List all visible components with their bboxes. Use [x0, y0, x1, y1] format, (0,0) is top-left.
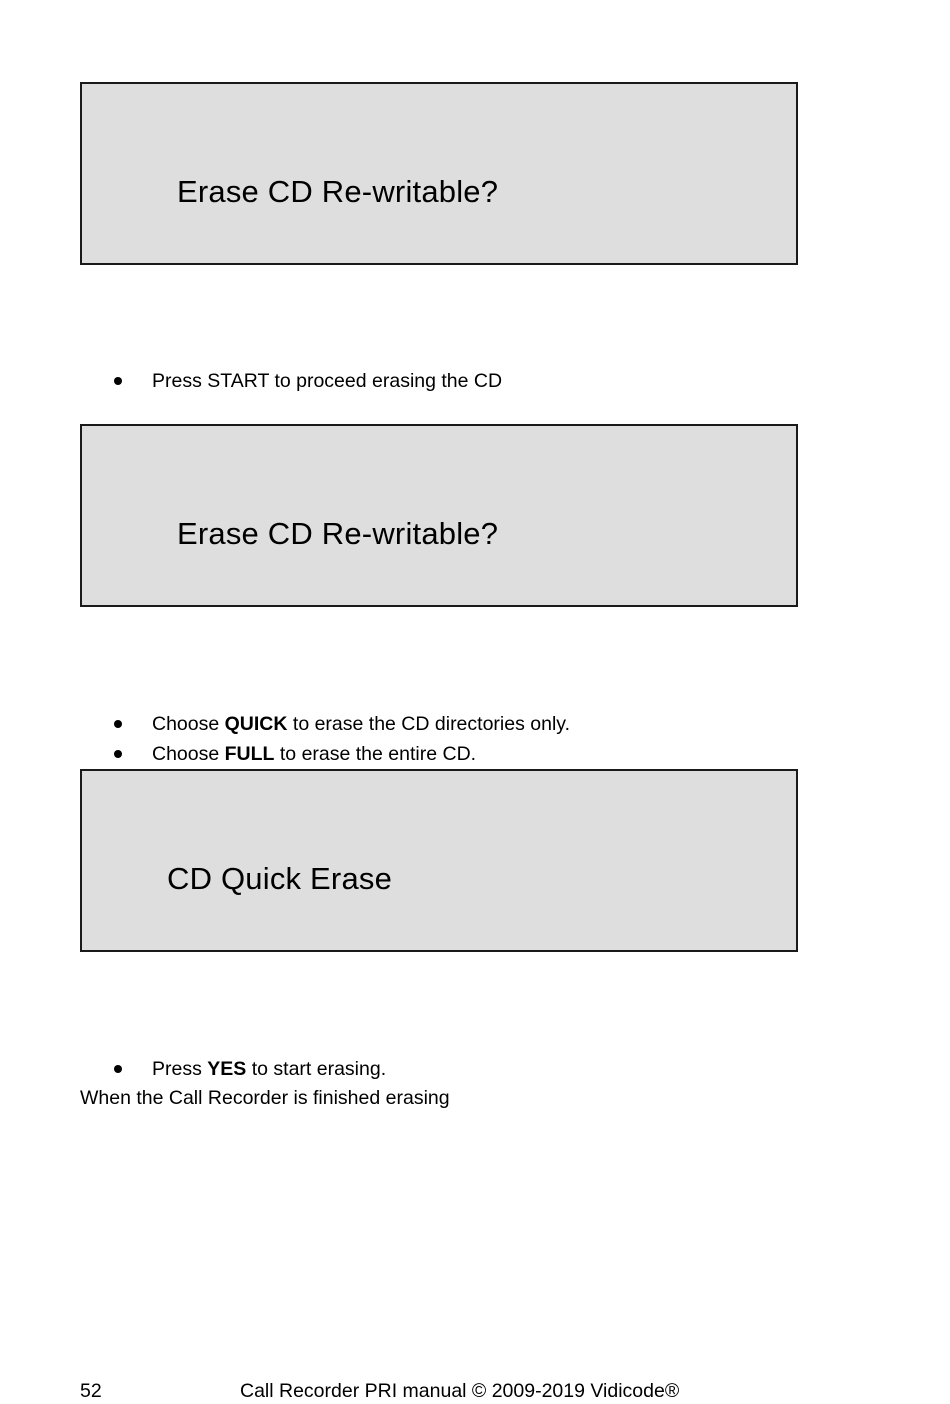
instruction-text-pre: Choose [152, 743, 225, 765]
lcd-display-erase-prompt [80, 82, 798, 265]
bullet-icon [114, 1065, 122, 1073]
bullet-icon [114, 720, 122, 728]
lcd-display-text: Erase CD Re-writable? [177, 174, 499, 209]
lcd-display-quick-erase [80, 769, 798, 952]
key-quick: QUICK [224, 713, 288, 735]
lcd-display-text: Erase CD Re-writable? [177, 516, 499, 551]
instruction-text [152, 741, 476, 767]
instruction-text: Press START to proceed erasing the CD [152, 370, 503, 392]
bullet-icon [114, 377, 122, 385]
finished-erasing-text: When the Call Recorder is finished erasing [80, 1087, 450, 1109]
instruction-text-post: to start erasing. [246, 1058, 387, 1080]
key-yes: YES [207, 1058, 247, 1080]
instruction-text-pre: Choose [152, 713, 225, 735]
instruction-text [152, 711, 570, 737]
bullet-icon [114, 750, 122, 758]
instruction-text-post: to erase the entire CD. [274, 743, 477, 765]
key-full: FULL [224, 743, 275, 765]
footer-title: Call Recorder PRI manual © 2009-2019 Vidicode® [240, 1380, 680, 1402]
lcd-display-text: CD Quick Erase [167, 861, 393, 896]
instruction-text-post: to erase the CD directories only. [287, 713, 570, 735]
instruction-text-pre: Press [152, 1058, 208, 1080]
instruction-text [152, 1056, 386, 1082]
lcd-display-erase-prompt-2 [80, 424, 798, 607]
page-number: 52 [80, 1380, 102, 1402]
